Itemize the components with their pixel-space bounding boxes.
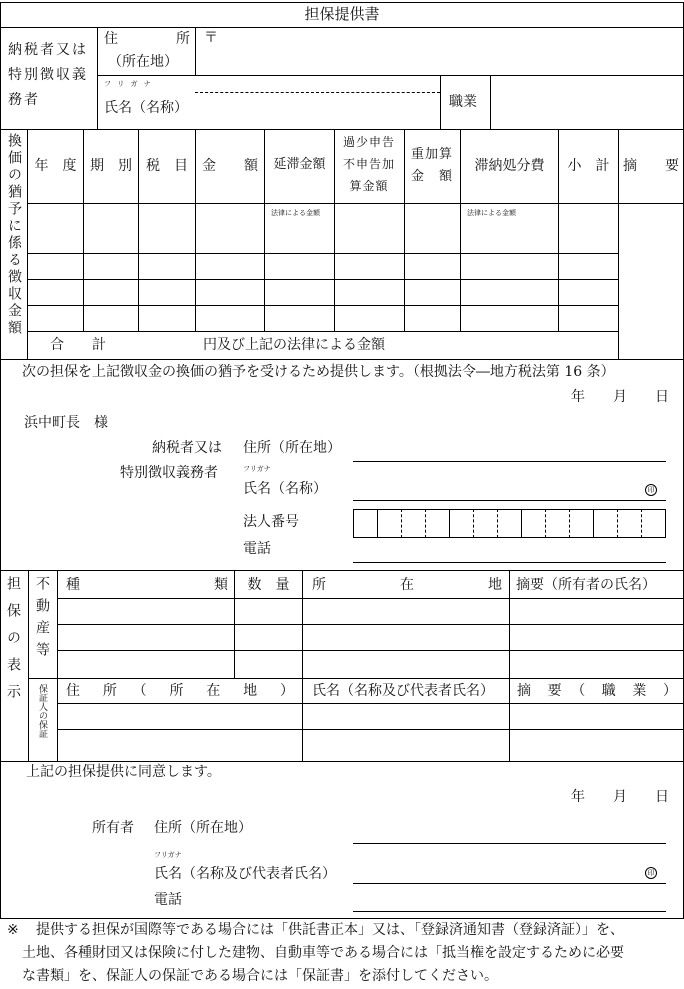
col-disposition-fee: 滞納処分費 xyxy=(474,158,545,174)
corp-number-field[interactable] xyxy=(354,510,665,537)
name-label: 氏名（名称） xyxy=(104,100,188,116)
form-title: 担保提供書 xyxy=(304,5,380,23)
realestate-label: 不動産等 xyxy=(34,576,50,664)
consent-name-field[interactable] xyxy=(354,862,642,882)
occupation-label: 職業 xyxy=(449,94,477,110)
decl-phone-field[interactable] xyxy=(354,541,665,561)
law-note: 法律による金額 xyxy=(467,209,516,217)
consent-address-label: 住所（所在地） xyxy=(154,820,252,836)
declaration-date: 年 月 日 xyxy=(571,389,669,405)
consent-text: 上記の担保提供に同意します。 xyxy=(26,764,221,780)
guarantor-col-remarks: 摘 要 （ 職 業 ） xyxy=(517,683,677,699)
consent-phone-field[interactable] xyxy=(354,890,665,910)
note-mark: ※ xyxy=(7,922,19,938)
col-quantity: 数 量 xyxy=(247,577,290,593)
addressee: 浜中町長 様 xyxy=(24,415,108,431)
col-late-fee: 延滞金額 xyxy=(273,157,326,172)
col-heavy-penalty: 重加算金 額 xyxy=(410,147,453,184)
consent-phone-label: 電話 xyxy=(154,892,182,908)
address-sub-label: （所在地） xyxy=(108,54,178,70)
decl-name-label: 氏名（名称） xyxy=(243,481,327,497)
col-remarks: 摘 要 xyxy=(623,158,679,174)
law-note: 法律による金額 xyxy=(271,209,320,217)
consent-address-field[interactable] xyxy=(354,822,665,842)
taxpayer-label: 納税者又は特別徴収義務者 xyxy=(8,42,88,108)
corp-number-label: 法人番号 xyxy=(243,514,299,530)
note-line1: 提供する担保が国際等である場合には「供託書正本」又は、「登録済通知書（登録済証）」を、 xyxy=(36,922,624,938)
note-line2: 土地、各種財団又は保険に付した建物、自動車等である場合には「抵当権を設定するために必要 xyxy=(22,945,624,961)
total-label: 合 計 xyxy=(50,337,106,353)
declaration-text: 次の担保を上記徴収金の換価の猶予を受けるため提供します。（根拠法令―地方税法第 16 条） xyxy=(22,364,615,380)
col-owner-remarks: 摘要（所有者の氏名） xyxy=(516,577,656,593)
name-field[interactable] xyxy=(198,94,438,127)
decl-address-label: 住所（所在地） xyxy=(243,440,341,456)
consent-date: 年 月 日 xyxy=(571,789,669,805)
note-line3: な書類」を、保証人の保証である場合には「保証書」を添付してください。 xyxy=(22,968,498,984)
taxpayer-line1: 納税者又は xyxy=(152,440,222,456)
total-amount-field[interactable] xyxy=(120,333,200,357)
taxpayer-line2: 特別徴収義務者 xyxy=(120,465,218,481)
collateral-side-label: 担保の表示 xyxy=(5,576,21,711)
seal-mark: 印 xyxy=(645,484,657,496)
occupation-field[interactable] xyxy=(493,78,682,127)
col-type: 種 類 xyxy=(66,577,228,593)
col-location: 所 在 地 xyxy=(312,577,502,593)
total-suffix: 円及び上記の法律による金額 xyxy=(203,337,385,353)
col-period: 期 別 xyxy=(90,158,132,174)
decl-phone-label: 電話 xyxy=(243,541,271,557)
decl-address-field[interactable] xyxy=(354,440,665,460)
owner-label: 所有者 xyxy=(92,820,134,836)
furigana-label: フ リ ガ ナ xyxy=(104,80,153,88)
col-year: 年 度 xyxy=(34,158,77,174)
guarantor-col-name: 氏名（名称及び代表者氏名） xyxy=(312,683,494,699)
decl-name-field[interactable] xyxy=(354,478,642,499)
guarantor-label: 保証人の保証 xyxy=(37,684,47,738)
collection-side-label: 換価の猶予に係る徴収金額 xyxy=(6,133,22,337)
col-penalty: 過少申告不申告加算金額 xyxy=(342,135,395,193)
consent-furigana-label: フリガナ xyxy=(154,851,182,859)
decl-furigana-label: フリガナ xyxy=(243,465,271,473)
consent-name-label: 氏名（名称及び代表者氏名） xyxy=(154,866,336,882)
address-label: 住 所 xyxy=(104,31,190,47)
col-subtotal: 小 計 xyxy=(567,158,610,174)
col-tax-item: 税 目 xyxy=(146,158,188,174)
seal-mark: 印 xyxy=(645,867,657,879)
col-amount: 金 額 xyxy=(202,158,258,174)
guarantor-col-address: 住 所 （ 所 在 地 ） xyxy=(66,683,294,699)
postal-mark: 〒 xyxy=(204,30,218,46)
address-field[interactable] xyxy=(198,30,682,74)
